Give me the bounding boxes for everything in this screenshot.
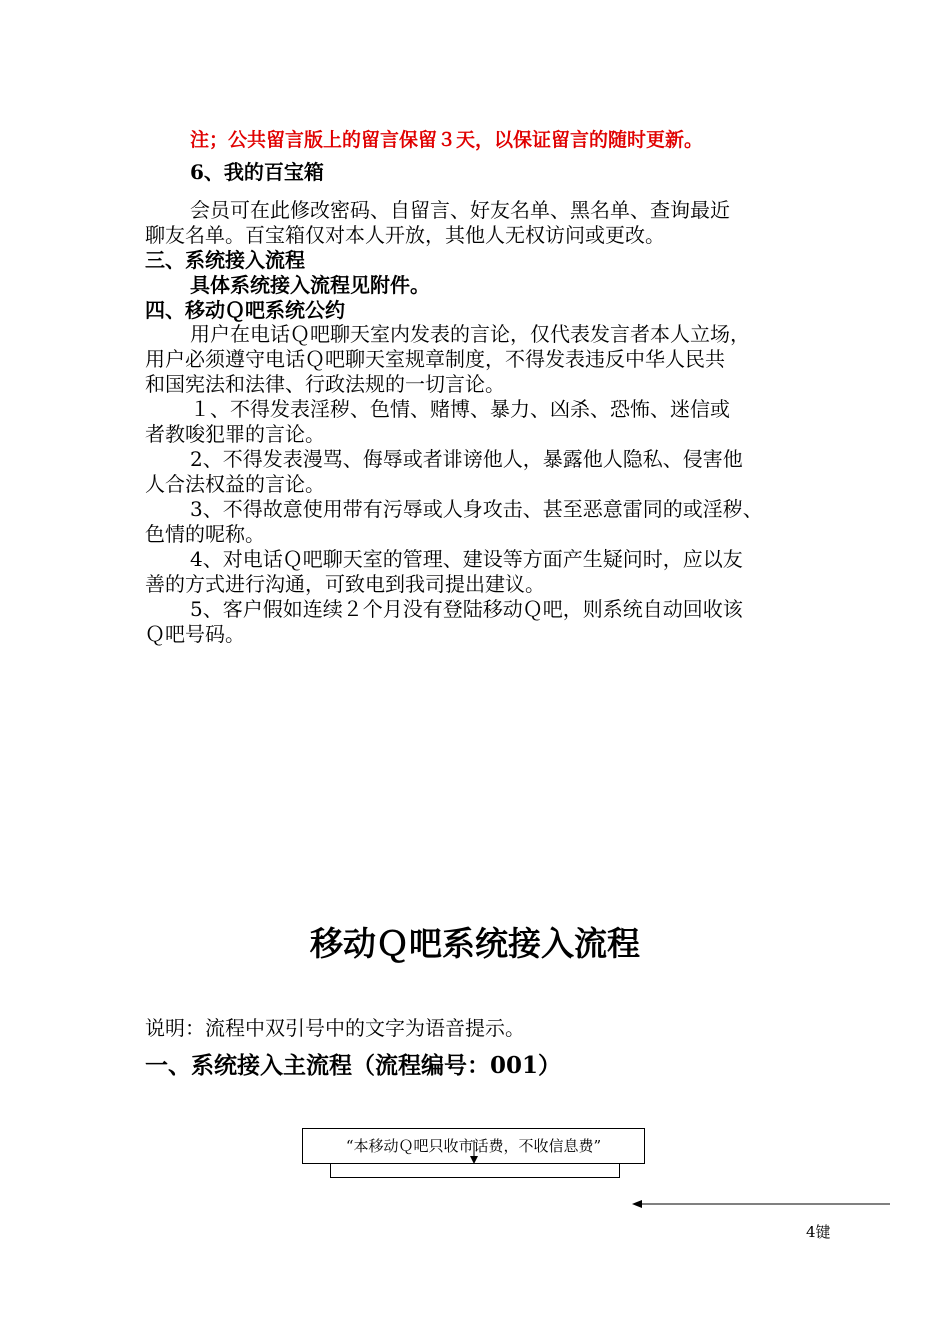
flow-left-arrow-icon <box>632 1200 890 1208</box>
flow-down-arrow-icon <box>470 1140 478 1164</box>
rule4-line1: 4、对电话Ｑ吧聊天室的管理、建设等方面产生疑问时，应以友 <box>190 547 743 571</box>
attachment-subheading: 一、系统接入主流程（流程编号：001） <box>145 1052 562 1079</box>
rule5-line1: 5、客户假如连续２个月没有登陆移动Ｑ吧，则系统自动回收该 <box>190 597 743 621</box>
section6-heading: 6、我的百宝箱 <box>190 160 324 184</box>
red-note: 注；公共留言版上的留言保留３天，以保证留言的随时更新。 <box>190 129 704 151</box>
rule1-line1: １、不得发表淫秽、色情、赌博、暴力、凶杀、恐怖、迷信或 <box>190 397 730 421</box>
key-label: 4键 <box>806 1223 831 1241</box>
section3-heading: 三、系统接入流程 <box>145 248 305 272</box>
rule5-line2: Ｑ吧号码。 <box>145 622 245 646</box>
section6-body-line1: 会员可在此修改密码、自留言、好友名单、黑名单、查询最近 <box>190 198 730 222</box>
rule2-line2: 人合法权益的言论。 <box>145 472 325 496</box>
section6-body-line2: 聊友名单。百宝箱仅对本人开放，其他人无权访问或更改。 <box>145 223 665 247</box>
rule4-line2: 善的方式进行沟通，可致电到我司提出建议。 <box>145 572 545 596</box>
rule3-line1: 3、不得故意使用带有污辱或人身攻击、甚至恶意雷同的或淫秽、 <box>190 497 763 521</box>
rule1-line2: 者教唆犯罪的言论。 <box>145 422 325 446</box>
rule2-line1: 2、不得发表漫骂、侮辱或者诽谤他人，暴露他人隐私、侵害他 <box>190 447 743 471</box>
section4-intro-line1: 用户在电话Ｑ吧聊天室内发表的言论，仅代表发言者本人立场， <box>190 322 750 346</box>
section4-heading: 四、移动Ｑ吧系统公约 <box>145 298 345 322</box>
attachment-title: 移动Ｑ吧系统接入流程 <box>310 924 640 963</box>
section4-intro-line2: 用户必须遵守电话Ｑ吧聊天室规章制度，不得发表违反中华人民共 <box>145 347 725 371</box>
flow-start-box-text: “本移动Ｑ吧只收市话费，不收信息费” <box>345 1137 602 1155</box>
section3-body: 具体系统接入流程见附件。 <box>190 273 430 297</box>
section4-intro-line3: 和国宪法和法律、行政法规的一切言论。 <box>145 372 505 396</box>
rule3-line2: 色情的呢称。 <box>145 522 265 546</box>
attachment-explain: 说明：流程中双引号中的文字为语音提示。 <box>145 1016 525 1040</box>
